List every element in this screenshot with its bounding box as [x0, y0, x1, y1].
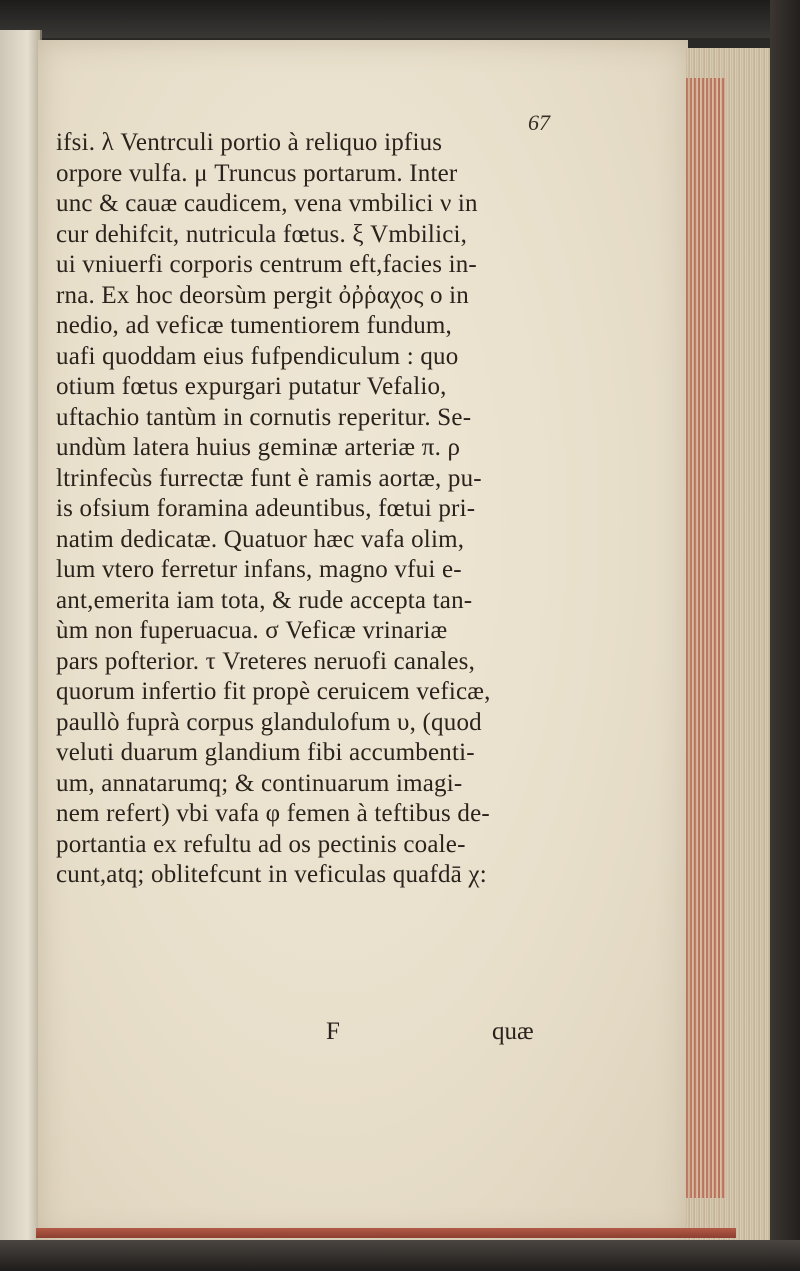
background-top	[0, 0, 800, 38]
text-line: ui vniuerfi corporis centrum eft,facies in-	[56, 251, 477, 278]
text-line: veluti duarum glandium fibi accumbenti-	[56, 739, 475, 766]
background-right	[770, 0, 800, 1271]
text-line: pars pofterior. τ Vreteres neruofi canales,	[56, 647, 476, 675]
page-number: 67	[528, 110, 550, 135]
text-line: unc & cauæ caudicem, vena vmbilici ν in	[56, 190, 478, 217]
red-page-edge	[36, 1228, 736, 1238]
text-line: cur dehifcit, nutricula fœtus. ξ Vmbilici,	[56, 220, 468, 248]
text-line: is ofsium foramina adeuntibus, fœtui pri-	[56, 495, 476, 522]
text-line: orpore vulfa. μ Truncus portarum. Inter	[56, 159, 458, 187]
text-line: ltrinfecùs furrectæ funt è ramis aortæ, pu-	[56, 464, 482, 492]
text-line: um, annatarumq; & continuarum imagi-	[56, 769, 463, 797]
text-line: natim dedicatæ. Quatuor hæc vafa olim,	[56, 525, 465, 553]
page-fore-edge	[686, 48, 770, 1248]
text-line: nem refert) vbi vafa φ femen à teftibus de-	[56, 800, 490, 827]
text-line: ifsi. λ Ventrculi portio à reliquo ipfius	[56, 129, 443, 156]
text-line: nedio, ad veficæ tumentiorem fundum,	[56, 312, 452, 339]
text-line: ùm non fuperuacua. σ Veficæ vrinariæ	[56, 617, 448, 644]
page-text	[56, 128, 576, 891]
text-line: quorum infertio fit propè ceruicem veficæ,	[56, 678, 491, 705]
page-footer	[56, 1018, 556, 1052]
text-line: rna. Ex hoc deorsùm pergit ὀῤῥαχος ο in	[56, 281, 469, 309]
background-bottom	[0, 1240, 800, 1271]
text-line: ant,emerita iam tota, & rude accepta tan-	[56, 586, 473, 614]
text-line: lum vtero ferretur infans, magno vfui e-	[56, 556, 462, 583]
text-line: otium fœtus expurgari putatur Vefalio,	[56, 373, 447, 400]
catchword: quæ	[492, 1018, 534, 1045]
text-line: cunt,atq; oblitefcunt in veficulas quafdā χ:	[56, 861, 487, 888]
text-line: undùm latera huius geminæ arteriæ π. ρ	[56, 434, 461, 461]
text-line: paullò fuprà corpus glandulofum υ, (quod	[56, 708, 482, 736]
text-line: uafi quoddam eius fufpendiculum : quo	[56, 342, 459, 370]
text-line: uftachio tantùm in cornutis reperitur. Se-	[56, 403, 472, 431]
facing-page-edge	[0, 30, 42, 1240]
text-line: portantia ex refultu ad os pectinis coale-	[56, 830, 466, 858]
signature-mark: F	[326, 1018, 340, 1045]
